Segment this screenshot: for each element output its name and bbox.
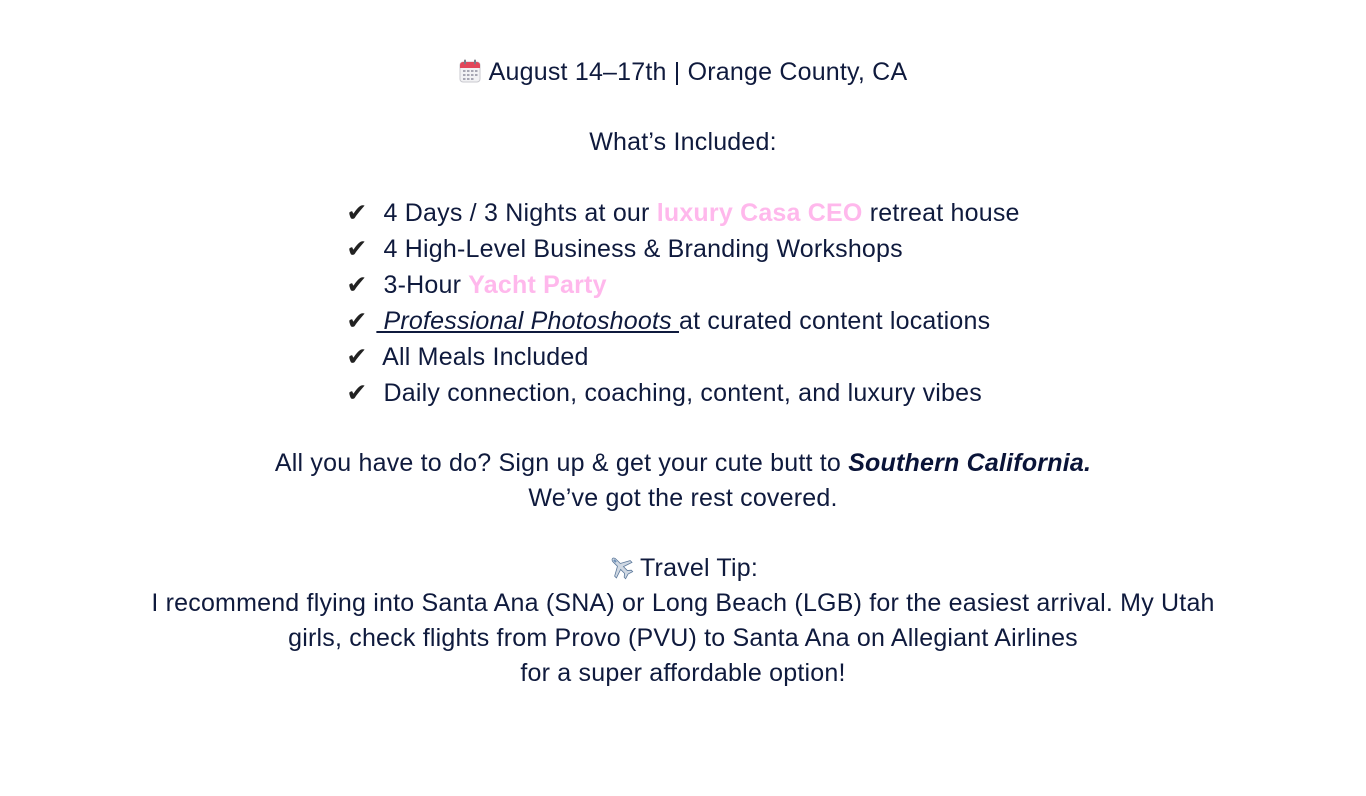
list-item: ✔ 4 Days / 3 Nights at our luxury Casa CEO retreat house <box>346 195 1019 231</box>
included-list <box>346 195 1019 411</box>
spacer <box>0 160 1366 195</box>
checkmark-icon: ✔ <box>346 198 368 227</box>
cta-line-1: All you have to do? Sign up & get your cute butt to Southern California. <box>274 449 1092 477</box>
spacer <box>0 411 1366 446</box>
cta-line-2: We’ve got the rest covered. <box>528 484 838 512</box>
travel-tip-line-1: I recommend flying into Santa Ana (SNA) or Long Beach (LGB) for the easiest arrival. My Utah <box>151 589 1215 617</box>
highlight-text: luxury Casa CEO <box>656 199 863 227</box>
checkmark-icon: ✔ <box>346 378 368 407</box>
included-heading: What’s Included: <box>589 128 777 156</box>
event-date-line <box>0 55 1366 90</box>
list-item: ✔ Daily connection, coaching, content, and luxury vibes <box>346 375 1019 411</box>
list-item: ✔ 3-Hour Yacht Party <box>346 267 1019 303</box>
travel-tip-heading: Travel Tip: <box>0 551 1366 586</box>
calendar-icon <box>459 59 481 83</box>
checkmark-icon: ✔ <box>346 306 368 335</box>
checkmark-icon: ✔ <box>346 270 368 299</box>
spacer <box>0 516 1366 551</box>
travel-tip-line-3: for a super affordable option! <box>520 659 846 687</box>
retreat-details <box>0 55 1366 691</box>
event-date-location: August 14–17th | Orange County, CA <box>488 58 908 86</box>
list-item: ✔ Professional Photoshoots at curated content locations <box>346 303 1019 339</box>
checkmark-icon: ✔ <box>346 342 368 371</box>
checkmark-icon: ✔ <box>346 234 368 263</box>
destination-emphasis: Southern California. <box>848 449 1092 477</box>
spacer <box>0 90 1366 125</box>
list-item: ✔ All Meals Included <box>346 339 1019 375</box>
travel-tip-line-2: girls, check flights from Provo (PVU) to Santa Ana on Allegiant Airlines <box>288 624 1078 652</box>
list-item: ✔ 4 High-Level Business & Branding Workshops <box>346 231 1019 267</box>
airplane-icon <box>608 554 634 580</box>
photoshoots-emphasis: Professional Photoshoots <box>376 307 679 335</box>
highlight-text: Yacht Party <box>468 271 607 299</box>
